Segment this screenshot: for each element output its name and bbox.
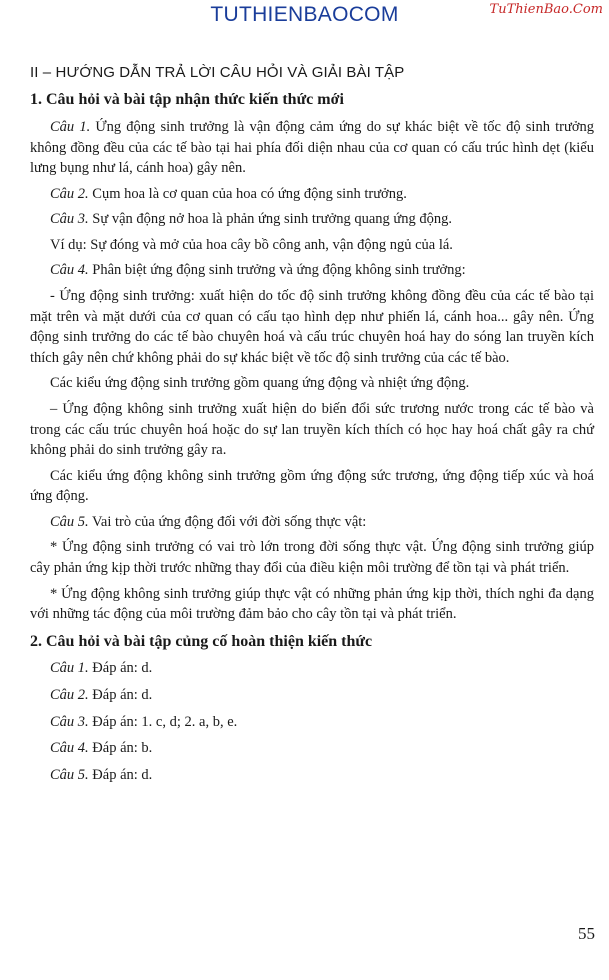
question-label: Câu 5.	[50, 513, 89, 530]
paragraph-text: Cụm hoa là cơ quan của hoa có ứng động sinh trưởng.	[88, 185, 407, 202]
paragraph	[30, 399, 594, 461]
part1-body	[30, 117, 594, 625]
question-label: Câu 1.	[50, 119, 91, 136]
site-name: TUTHIENBAOCOM	[210, 3, 399, 26]
page-content	[30, 62, 594, 791]
paragraph-text: Đáp án: b.	[88, 740, 153, 757]
paragraph	[30, 537, 594, 578]
site-header	[0, 0, 609, 34]
paragraph	[30, 209, 594, 230]
paragraph-text: Đáp án: 1. c, d; 2. a, b, e.	[88, 713, 238, 730]
paragraph-text: * Ứng động không sinh trưởng giúp thực vật có những phản ứng kịp thời, thích nghi đa dạng với những tác động của môi trường đảm bảo cho cây tồn tại và phát triển.	[30, 585, 594, 623]
question-label: Câu 1.	[50, 660, 89, 677]
paragraph-text: Các kiểu ứng động sinh trưởng gồm quang ứng động và nhiệt ứng động.	[50, 375, 470, 392]
paragraph	[30, 184, 594, 205]
paragraph-text: Đáp án: d.	[88, 766, 153, 783]
part2-heading: 2. Câu hỏi và bài tập củng cố hoàn thiện kiến thức	[30, 632, 373, 650]
paragraph-text: Ứng động sinh trưởng là vận động cảm ứng do sự khác biệt về tốc độ sinh trưởng không đồng đều của các tế bào tại hai phía đối diện nhau của cơ quan có cấu trúc hình dẹt (kiểu lưng bụng như lá, cánh hoa) gây nên.	[30, 119, 594, 177]
paragraph-text: Sự vận động nở hoa là phản ứng sinh trưởng quang ứng động.	[88, 211, 452, 228]
question-label: Câu 4.	[50, 740, 89, 757]
question-label: Câu 3.	[50, 713, 89, 730]
answer-item	[30, 658, 594, 679]
part1-heading: 1. Câu hỏi và bài tập nhận thức kiến thức mới	[30, 91, 344, 109]
question-label: Câu 3.	[50, 211, 89, 228]
page-number: 55	[578, 924, 595, 943]
question-label: Câu 2.	[50, 687, 89, 704]
paragraph-text: – Ứng động không sinh trưởng xuất hiện do biến đổi sức trương nước trong các tế bào và trong các cấu trúc chuyên hoá hoặc do sự lan truyền kích thích có học hay hoá chất gây ra chứ không phải do sinh trưởng gây ra.	[30, 400, 594, 459]
part2-answers	[30, 658, 594, 785]
paragraph	[30, 584, 594, 625]
answer-item	[30, 685, 594, 706]
paragraph	[30, 286, 594, 368]
paragraph-text: Đáp án: d.	[88, 660, 153, 677]
section-title: II – HƯỚNG DẪN TRẢ LỜI CÂU HỎI VÀ GIẢI BÀI TẬP	[30, 64, 405, 81]
paragraph	[30, 373, 594, 394]
paragraph-text: Vai trò của ứng động đối với đời sống thực vật:	[88, 513, 367, 530]
question-label: Câu 4.	[50, 262, 89, 279]
answer-item	[30, 738, 594, 759]
question-label: Câu 5.	[50, 766, 89, 783]
paragraph	[30, 512, 594, 533]
question-label: Câu 2.	[50, 185, 89, 202]
answer-item	[30, 712, 594, 733]
paragraph-text: - Ứng động sinh trưởng: xuất hiện do tốc độ sinh trưởng không đồng đều của các tế bào tại mặt trên và mặt dưới của cơ quan có cấu tạo hình dẹp như phiến lá, cánh hoa... gây nên. Ứng động sinh trưởng do các tế bào chuyên hoá và cấu trúc chuyên hoá hay do sóng lan truyền kích thích gây nên chứ không phải do sự khác biệt về tốc độ sinh trưởng của các tế bào.	[30, 288, 594, 366]
watermark-logo: TuThienBao.Com	[489, 2, 603, 17]
paragraph	[30, 260, 594, 281]
paragraph-text: Đáp án: d.	[88, 687, 153, 704]
paragraph-text: Các kiểu ứng động không sinh trưởng gồm ứng động sức trương, ứng động tiếp xúc và hoá ứng động.	[30, 467, 594, 505]
answer-item	[30, 765, 594, 786]
paragraph-text: Phân biệt ứng động sinh trưởng và ứng động không sinh trưởng:	[88, 262, 466, 279]
paragraph	[30, 466, 594, 507]
paragraph	[30, 235, 594, 256]
paragraph-text: * Ứng động sinh trưởng có vai trò lớn trong đời sống thực vật. Ứng động sinh trưởng giúp cây phản ứng kịp thời trước những thay đổi của điều kiện môi trường để tồn tại và phát triển.	[30, 539, 594, 576]
paragraph-text: Ví dụ: Sự đóng và mở của hoa cây bồ công anh, vận động ngủ của lá.	[50, 236, 453, 253]
paragraph	[30, 117, 594, 179]
